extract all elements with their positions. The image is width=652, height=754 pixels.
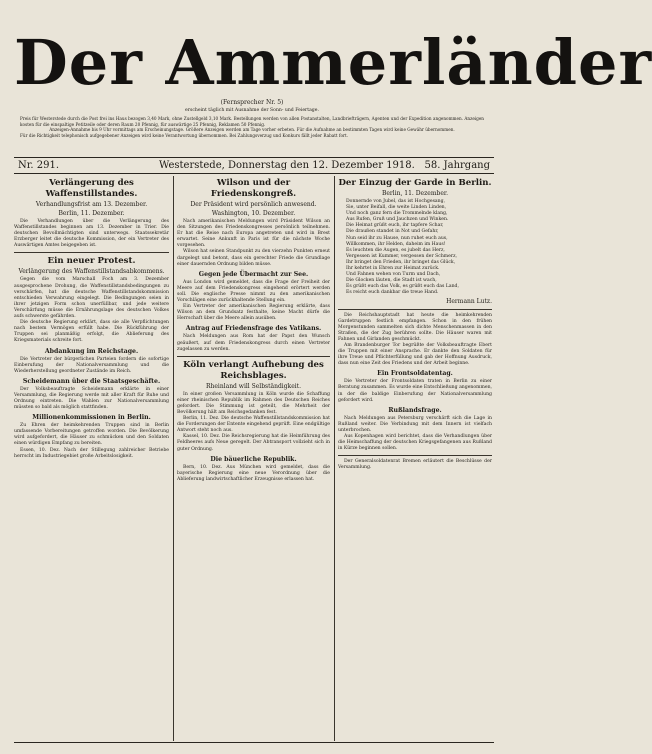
section-heading: Rußlandsfrage. — [388, 406, 442, 414]
article-text: Am Brandenburger Tor begrüßte der Volksbeauftragte Ebert die Truppen mit einer Ansprache. Er dankte den Soldaten für ihre Treue und Pflichterfüllung und gab der Hoffnung Ausdruck, dass nun eine Zeit des Friedens und der Arbeit beginne. — [338, 342, 492, 367]
top-rule — [14, 157, 494, 158]
article-text: Bern, 10. Dez. Aus München wird gemeldet, dass die bayerische Regierung eine neue Verordnung über die Ablieferung landwirtschaftlicher Erzeugnisse erlassen hat. — [177, 464, 330, 482]
subheadline: Rheinland will Selbständigkeit. — [205, 382, 301, 390]
divider — [177, 356, 330, 357]
article-text: Nach amerikanischen Meldungen wird Präsident Wilson an den Sitzungen des Friedenskongresses persönlich teilnehmen. Er hat die Reise nach Europa angetreten und wird in Brest erwartet. Seine Ankunft in Paris ist für die nächste Woche vorgesehen. — [177, 219, 330, 249]
poem — [338, 199, 492, 297]
article-text: Nach Meldungen aus Petersburg verschärft sich die Lage in Rußland weiter. Die Verbindung mit dem Innern ist vielfach unterbrochen. — [338, 415, 492, 433]
article-text: In einer großen Versammlung in Köln wurde die Schaffung einer rheinischen Republik im Rahmen des Deutschen Reiches gefordert. Die Stimmung ist geteilt, die Mehrheit der Bevölkerung hält am Reichsgedanken fest. — [177, 391, 330, 415]
divider — [338, 309, 492, 310]
section-heading: Die bäuerliche Republik. — [210, 455, 297, 463]
headline: Der Einzug der Garde in Berlin. — [338, 178, 492, 188]
poem-line: Die draußen standet in Not und Gefahr, — [346, 229, 439, 235]
article-text: Ein Vertreter der amerikanischen Regierung erklärte, dass Wilson an dem Grundsatz festhalte, keine Macht dürfe die Herrschaft über die Meere allein ausüben. — [177, 304, 330, 322]
poem-line: Es reicht euch dankbar die treue Hand. — [346, 290, 439, 296]
issue-number: Nr. 291. — [18, 160, 60, 171]
masthead-phone: (Fernsprecher Nr. 5) — [220, 99, 284, 106]
poem-signature: Hermann Lutz. — [446, 297, 492, 305]
column-middle — [177, 176, 330, 742]
subheadline: Verhandlungsfrist am 13. Dezember. — [35, 201, 148, 208]
dateline — [14, 159, 494, 172]
poem-line: Ihr kehrtet in Ehren zur Heimat zurück. — [346, 266, 440, 272]
article-text: Aus London wird gemeldet, dass die Frage der Freiheit der Meere auf dem Friedenskongress eingehend erörtert werden soll. Die englische Presse nimmt zu den amerikanischen Vorschlägen eine zurückhaltende Stellung ein. — [177, 279, 330, 304]
poem-line: Die Heimat grüßt euch, ihr tapfere Schar, — [346, 223, 444, 229]
section-heading: Millionenkommissionen in Berlin. — [32, 414, 151, 422]
article-text: Die Reichshauptstadt hat heute die heimkehrenden Gardetruppen festlich empfangen. Schon in den frühen Morgenstunden sammelten sich dichte Menschenmassen in den Straßen, die der Zug berühren sollte. Die Häuser waren mit Fahnen und Girlanden geschmückt. — [338, 312, 492, 342]
column-divider — [173, 176, 174, 741]
article-text: Der Volksbeauftragte Scheidemann erklärte in einer Versammlung, die Regierung werde mit aller Kraft für Ruhe und Ordnung eintreten. Die Wahlen zur Nationalversammlung müssten so bald als möglich stattfinden. — [14, 386, 169, 411]
poem-line: Sie, unter Beifall, die weite Linden Linden, — [346, 205, 447, 211]
terms-deadline: Anzeigen-Annahme bis 9 Uhr vormittags am Erscheinungstage. Größere Anzeigen werden am Tage vorher erbeten. Für die Aufnahme an bestimmten Tagen wird keine Gewähr übernommen. — [49, 127, 455, 133]
article-text: Kassel, 10. Dez. Die Reichsregierung hat die Heimführung des Feldheeres aufs Neue geregelt. Der Abtransport vollzieht sich in guter Ordnung. — [177, 434, 330, 452]
article-text: Aus Kopenhagen wird berichtet, dass die Verhandlungen über die Heimschaffung der deutschen Kriegsgefangenen aus Rußland in Kürze beginnen sollen. — [338, 434, 492, 452]
column-divider — [334, 176, 335, 741]
subheadline: Verlängerung des Waffenstillstandsabkommens. — [18, 268, 165, 276]
headline: Verlängerung des Waffenstillstandes. — [45, 178, 138, 199]
section-heading: Gegen jede Übermacht zur See. — [198, 270, 309, 278]
article-text: Die deutsche Regierung erklärt, dass sie alle Verpflichtungen nach bestem Vermögen erfüllt habe. Die Rückführung der Truppen sei planmäßig erfolgt, die Ablieferung des Kriegsmaterials schreite fort. — [14, 320, 169, 344]
article-text: Die Verhandlungen über die Verlängerung des Waffenstillstandes beginnen am 13. Dezember in Trier. Die deutschen Bevollmächtigten sind unterwegs. Staatssekretär Erzberger leitet die deutsche Kommission, der ein Vertreter des Auswärtigen Amtes beigegeben ist. — [14, 219, 169, 249]
poem-line: Und noch ganz fern die Trommelnde klang, — [346, 211, 448, 217]
poem-line: Es grüßt euch das Volk, es grüßt euch das Land, — [346, 284, 459, 290]
poem-line: Und Fahnen wehen von Turm und Dach, — [346, 272, 441, 278]
article-text: Essen, 10. Dez. Nach der Stillegung zahlreicher Betriebe herrscht im Industriegebiet große Arbeitslosigkeit. — [14, 447, 169, 459]
poem-line: Ihr bringet den Frieden, ihr bringet das Glück, — [346, 259, 456, 265]
divider — [14, 252, 169, 253]
article-text: Der Generalsoldatenrat Bremen erläutert die Beschlüsse der Versammlung. — [338, 459, 492, 471]
column-right — [338, 176, 492, 742]
dateline-article: Berlin, 11. Dezember. — [58, 210, 125, 217]
dateline-rule — [14, 173, 494, 174]
divider — [338, 455, 492, 456]
section-heading: Abdankung im Reichstage. — [44, 347, 139, 355]
column-left — [14, 176, 169, 742]
masthead-frequency: erscheint täglich mit Ausnahme der Sonn- und Feiertage. — [185, 108, 319, 113]
terms-liability: Für die Richtigkeit telephonisch aufgegebener Anzeigen wird keine Verantwortung übernommen. Bei Zahlungsverzug und Konkurs fällt jeder Rabatt fort. — [20, 132, 349, 138]
article-text: Nach Meldungen aus Rom hat der Papst den Wunsch geäußert, auf dem Friedenskongress durch einen Vertreter zugelassen zu werden. — [177, 334, 330, 352]
section-heading: Antrag auf Friedensfrage des Vatikans. — [185, 325, 322, 333]
article-text: Gegen die vom Marschall Foch am 3. Dezember ausgesprochene Drohung, die Waffenstillstandsbedingungen zu verschärfen, hat die deutsche Waffenstillstandskommission entschieden Verwahrung eingelegt. Die Bedingungen seien in ihrer jetzigen Form schon unerfüllbar, und jede weitere Verschärfung müsse die Ernährungslage des deutschen Volkes aufs schwerste gefährden. — [14, 277, 169, 320]
section-heading: Scheidemann über die Staatsgeschäfte. — [22, 377, 161, 385]
headline: Köln verlangt Aufhebung des Reichsblages. — [183, 359, 324, 381]
subheadline: Der Präsident wird persönlich anwesend. — [190, 201, 317, 208]
poem-line: Die Glocken läuten, die Stadt ist wach, — [346, 278, 437, 284]
poem-line: Donnernde von Jubel, das ist Hochgesang, — [346, 199, 446, 204]
dateline-article: Berlin, 11. Dezember. — [381, 190, 449, 197]
poem-line: Es leuchten die Augen, es jubelt das Herz, — [346, 247, 445, 253]
poem-line: Aus Rufen, Gruß und Jauchzen und Winken. — [346, 217, 449, 223]
headline: Wilson und der Friedenskongreß. — [210, 178, 297, 199]
place-date: Westerstede, Donnerstag den 12. Dezember 1918. — [159, 160, 415, 171]
masthead-title: Der Ammerländer — [14, 26, 652, 99]
bottom-rule — [14, 742, 494, 743]
section-heading: Ein Frontsoldatentag. — [377, 370, 453, 378]
masthead-terms — [20, 116, 484, 138]
article-text: Die Vertreter der bürgerlichen Parteien fordern die sofortige Einberufung der Nationalversammlung und die Wiederherstellung geordneter Zustände im Reich. — [14, 356, 169, 374]
poem-line: Vergessen ist Kummer, vergessen der Schmerz, — [346, 253, 457, 259]
article-text: Die Vertreter der Frontsoldaten traten in Berlin zu einer Beratung zusammen. Es wurde eine Entschließung angenommen, in der die baldige Einberufung der Nationalversammlung gefordert wird. — [338, 379, 492, 403]
article-text: Wilson hat seinen Standpunkt zu den vierzehn Punkten erneut dargelegt und betont, dass ein gerechter Friede die Grundlage einer dauernden Ordnung bilden müsse. — [177, 249, 330, 267]
article-text: Zu Ehren der heimkehrenden Truppen sind in Berlin umfassende Vorbereitungen getroffen worden. Die Bevölkerung wird aufgefordert, die Häuser zu schmücken und den Soldaten einen würdigen Empfang zu bereiten. — [14, 423, 169, 447]
headline: Ein neuer Protest. — [47, 256, 136, 267]
article-text: Berlin, 11. Dez. Die deutsche Waffenstillstandskommission hat die Forderungen der Entente eingehend geprüft. Eine endgültige Antwort steht noch aus. — [177, 416, 330, 434]
poem-line: Nun seid ihr zu Hause, nun ruhet euch aus, — [346, 235, 448, 241]
dateline-article: Washington, 10. Dezember. — [211, 210, 296, 217]
volume-year: 58. Jahrgang — [424, 160, 490, 171]
poem-line: Willkommen, ihr Helden, daheim im Haus! — [346, 241, 446, 247]
terms-subscription: Preis für Westerstede durch die Post frei ins Haus bezogen 3,40 Mark, ohne Zustellgeld 3,10 Mark. Bestellungen werden von allen Postanstalten, Landbriefträgern, Agenten und der Expedition angenommen. Anzeigen kosten für die einspaltige Petitzeile oder deren Raum 20 Pfennig, für auswärtige 25 Pfennig, Reklamen 50 Pfennig. — [20, 116, 484, 127]
